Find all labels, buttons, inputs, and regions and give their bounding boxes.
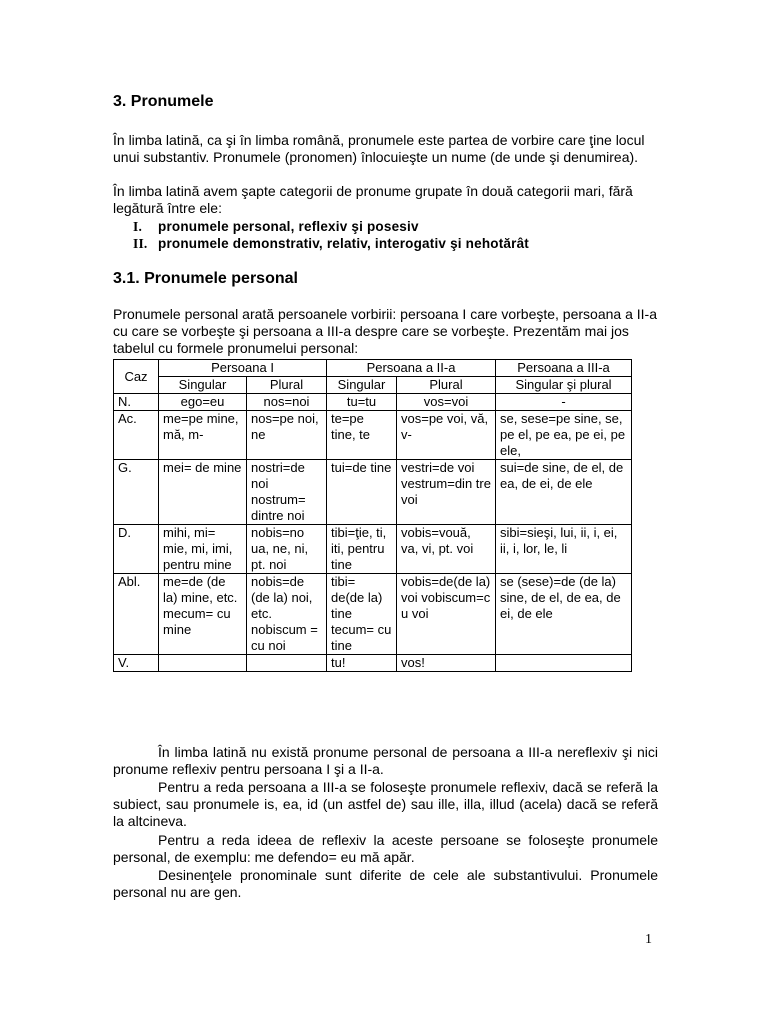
table-cell: vos=pe voi, vă, v- xyxy=(397,411,496,460)
table-cell: me=pe mine, mă, m- xyxy=(159,411,247,460)
sub-header: Plural xyxy=(397,377,496,394)
section-heading: 3. Pronumele xyxy=(113,93,214,110)
table-cell: se, sese=pe sine, se, pe el, pe ea, pe ei, pe ele, xyxy=(496,411,632,460)
group-header: Persoana a III-a xyxy=(496,360,632,377)
list-item xyxy=(133,218,529,235)
sub-header: Singular şi plural xyxy=(496,377,632,394)
table-cell: - xyxy=(496,394,632,411)
table-cell: se (sese)=de (de la) sine, de el, de ea, de ei, de ele xyxy=(496,574,632,655)
table-cell xyxy=(247,655,327,672)
table-cell: Ac. xyxy=(114,411,159,460)
paragraph-text: Pentru a reda ideea de reflexiv la aceste persoane se foloseşte pronumele personal, de exemplu: me defendo= eu mă apăr. xyxy=(113,832,658,865)
list-item-text: pronumele demonstrativ, relativ, interogativ şi nehotărât xyxy=(158,236,529,251)
table-cell: N. xyxy=(114,394,159,411)
table-cell: G. xyxy=(114,460,159,525)
table-cell xyxy=(496,655,632,672)
table-cell: nostri=de noi nostrum= dintre noi xyxy=(247,460,327,525)
table-cell: nos=noi xyxy=(247,394,327,411)
sub-header: Singular xyxy=(327,377,397,394)
table-cell: V. xyxy=(114,655,159,672)
caz-header: Caz xyxy=(114,360,159,394)
categories-paragraph: În limba latină avem şapte categorii de pronume grupate în două categorii mari, fără legătură între ele: xyxy=(113,183,633,216)
paragraph-text: Pentru a reda persoana a III-a se foloseşte pronumele reflexiv, dacă se referă la subiect, sau pronumele is, ea, id (un astfel de) sau ille, illa, illud (acela) dacă se referă la altcineva. xyxy=(113,779,658,829)
table-cell: nobis=de (de la) noi, etc. nobiscum = cu noi xyxy=(247,574,327,655)
table-row xyxy=(114,574,632,655)
nonreflexive-paragraph xyxy=(113,744,658,778)
list-item-number: I. xyxy=(133,219,143,234)
table-row xyxy=(114,460,632,525)
table-header-row xyxy=(114,360,632,377)
list-item-text: pronumele personal, reflexiv şi posesiv xyxy=(158,219,419,234)
pronoun-table xyxy=(113,359,632,672)
table-cell: vos=voi xyxy=(397,394,496,411)
group-header: Persoana I xyxy=(159,360,327,377)
table-cell xyxy=(159,655,247,672)
table-cell: vestri=de voi vestrum=din tre voi xyxy=(397,460,496,525)
table-cell: te=pe tine, te xyxy=(327,411,397,460)
table-row xyxy=(114,411,632,460)
table-cell: tu=tu xyxy=(327,394,397,411)
table-cell: nos=pe noi, ne xyxy=(247,411,327,460)
table-cell: tibi=ţie, ti, iti, pentru tine xyxy=(327,525,397,574)
list-item xyxy=(133,235,529,252)
group-header: Persoana a II-a xyxy=(327,360,496,377)
page-number: 1 xyxy=(645,932,652,947)
table-cell: tibi= de(de la) tine tecum= cu tine xyxy=(327,574,397,655)
table-cell: sui=de sine, de el, de ea, de ei, de ele xyxy=(496,460,632,525)
table-subheader-row xyxy=(114,377,632,394)
table-cell: mei= de mine xyxy=(159,460,247,525)
category-list xyxy=(133,218,529,252)
endings-paragraph xyxy=(113,867,658,901)
paragraph-text: În limba latină nu există pronume personal de persoana a III-a nereflexiv şi nici pronume reflexiv pentru persoana I şi a II-a. xyxy=(113,744,658,777)
table-cell: vobis=vouă, va, vi, pt. voi xyxy=(397,525,496,574)
table-cell: nobis=no ua, ne, ni, pt. noi xyxy=(247,525,327,574)
sub-header: Singular xyxy=(159,377,247,394)
table-row xyxy=(114,394,632,411)
intro-paragraph: În limba latină, ca şi în limba română, pronumele este partea de vorbire care ţine locul unui substantiv. Pronumele (pronomen) înlocuieşte un nume (de unde şi denumirea). xyxy=(113,132,645,165)
table-cell: Abl. xyxy=(114,574,159,655)
subsection-heading: 3.1. Pronumele personal xyxy=(113,270,298,287)
reflexive-paragraph xyxy=(113,832,658,866)
list-item-number: II. xyxy=(133,236,148,251)
table-cell: me=de (de la) mine, etc. mecum= cu mine xyxy=(159,574,247,655)
table-cell: D. xyxy=(114,525,159,574)
table-cell: tu! xyxy=(327,655,397,672)
table-cell: sibi=sieşi, lui, ii, i, ei, ii, i, lor, le, li xyxy=(496,525,632,574)
third-person-paragraph xyxy=(113,779,658,830)
paragraph-text: Desinenţele pronominale sunt diferite de cele ale substantivului. Pronumele personal nu are gen. xyxy=(113,867,658,900)
sub-header: Plural xyxy=(247,377,327,394)
table-row xyxy=(114,525,632,574)
personal-pronoun-paragraph: Pronumele personal arată persoanele vorbirii: persoana I care vorbeşte, persoana a II-a cu care se vorbeşte şi persoana a III-a despre care se vorbeşte. Prezentăm mai jos tabelul cu formele pronumelui personal: xyxy=(113,306,657,356)
table-cell: vos! xyxy=(397,655,496,672)
table-cell: ego=eu xyxy=(159,394,247,411)
table-cell: tui=de tine xyxy=(327,460,397,525)
table-cell: mihi, mi= mie, mi, imi, pentru mine xyxy=(159,525,247,574)
table-cell: vobis=de(de la) voi vobiscum=c u voi xyxy=(397,574,496,655)
table-row xyxy=(114,655,632,672)
